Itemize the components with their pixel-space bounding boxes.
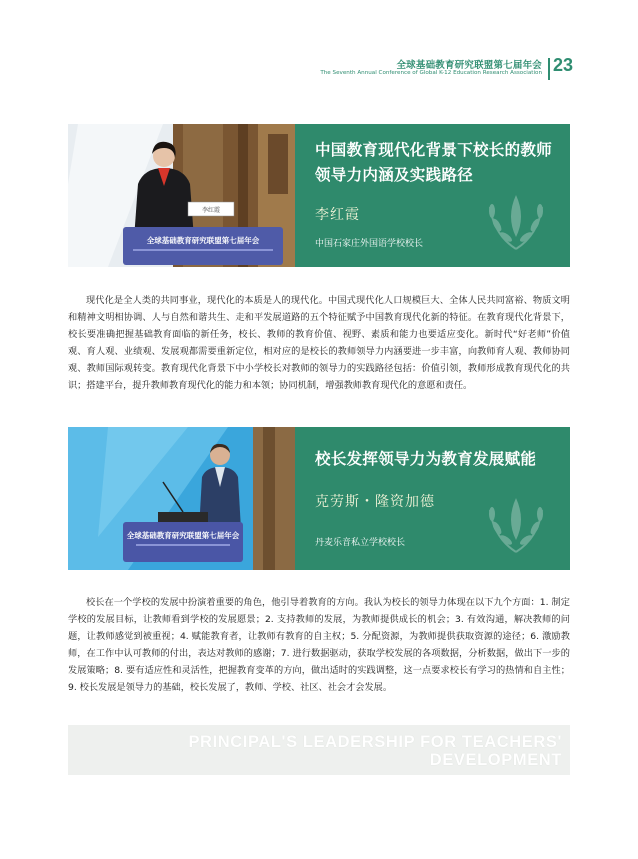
page-number: 23 bbox=[553, 55, 574, 75]
speaker-photo-illustration bbox=[68, 124, 295, 267]
nameplate-text: 李红霞 bbox=[201, 207, 221, 214]
article-title bbox=[315, 447, 560, 472]
article-banner-2 bbox=[68, 427, 570, 570]
speaker-photo bbox=[68, 427, 295, 570]
conference-title: 全球基础教育研究联盟第七届年会 bbox=[396, 60, 542, 71]
speaker-photo-illustration bbox=[68, 427, 295, 570]
footer-line: PRINCIPAL'S LEADERSHIP FOR TEACHERS' bbox=[188, 733, 562, 751]
article-body: 校长在一个学校的发展中扮演着重要的角色，他引导着教育的方向。我认为校长的领导力体现在以下九个方面：1. 制定学校的发展目标，让教师看到学校的发展愿景；2. 支持教师的发展，为教师提供成长的机会；3. 有效沟通，解决教师的问题，让教师感觉到被重视；4. 赋能教育者，让教师有教育的自主权；5. 分配资源，为教师提供获取资源的途径；6. 激励教师，在工作中认可教师的付出，表达对教师的感谢；7. 进行数据驱动，获取学校发展的各项数据，分析数据，做出下一步的发展策略；8. 要有适应性和灵活性，把握教育变革的方向，做出适时的实践调整，这一点要求校长有学习的热情和自主性；9. 校长发展是领导力的基础，校长发展了，教师、学校、社区、社会才会发展。 bbox=[68, 597, 570, 693]
laurel-watermark-icon bbox=[476, 480, 556, 560]
article-title-line: 领导力内涵及实践路径 bbox=[315, 166, 474, 184]
podium-text: 全球基础教育研究联盟第七届年会 bbox=[146, 236, 260, 245]
speaker-photo bbox=[68, 124, 295, 267]
article-body: 现代化是全人类的共同事业，现代化的本质是人的现代化。中国式现代化人口规模巨大、全体人民共同富裕、物质文明和精神文明相协调、人与自然和谐共生、走和平发展道路的五个特征赋予中国教育现代化新的特征。在教育现代化背景下，校长要准确把握基础教育面临的新任务，校长、教师的教育价值、视野、素质和能力也要适应变化。新时代“好老师”价值观、育人观、业绩观、发展观都需要重新定位，相对应的是校长的教师领导力内涵要进一步丰富，向教师育人观、教师协同观、教师国际观转变。教育现代化背景下中小学校长对教师的领导力的实践路径包括：价值引领，教师形成教育现代化的共识；搭建平台，提升教师教育现代化的能力和本领；协同机制，增强教师教育现代化的意愿和责任。 bbox=[68, 295, 570, 391]
speaker-name: 李红霞 bbox=[315, 207, 360, 223]
footer-english-title bbox=[188, 733, 562, 769]
speaker-affiliation: 中国石家庄外国语学校校长 bbox=[315, 239, 424, 249]
article-title-line: 中国教育现代化背景下校长的教师 bbox=[315, 141, 553, 159]
speaker-name: 克劳斯・隆资加德 bbox=[315, 494, 435, 510]
laurel-watermark-icon bbox=[476, 177, 556, 257]
speaker-affiliation: 丹麦乐音私立学校校长 bbox=[315, 538, 406, 548]
article-title-line: 校长发挥领导力为教育发展赋能 bbox=[315, 450, 537, 468]
footer-band bbox=[68, 725, 570, 775]
page-header bbox=[0, 0, 638, 90]
article-banner-1 bbox=[68, 124, 570, 267]
footer-line: DEVELOPMENT bbox=[429, 751, 562, 769]
conference-subtitle: The Seventh Annual Conference of Global K-12 Education Research Association bbox=[320, 70, 542, 76]
header-divider bbox=[548, 58, 550, 80]
podium-text: 全球基础教育研究联盟第七届年会 bbox=[126, 531, 240, 540]
